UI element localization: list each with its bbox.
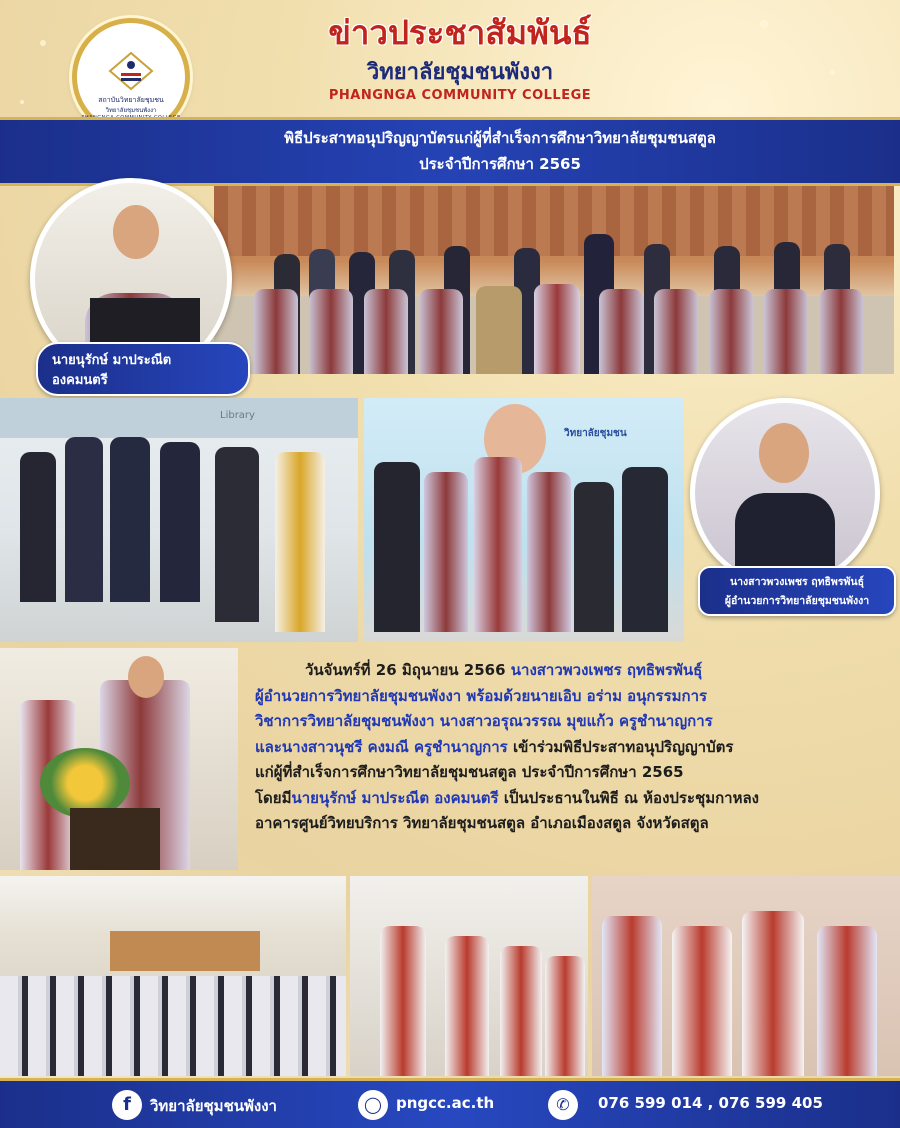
chairman-title: องคมนตรี xyxy=(52,373,108,388)
person xyxy=(215,447,259,622)
body-text: อาคารศูนย์วิทยบริการ วิทยาลัยชุมชนสตูล อำเภอเมืองสตูล จังหวัดสตูล xyxy=(255,814,709,832)
person xyxy=(275,452,325,632)
sparkle xyxy=(20,100,24,104)
body-line xyxy=(255,735,895,761)
person xyxy=(672,926,732,1076)
auditorium-photo xyxy=(0,876,346,1076)
stage xyxy=(110,931,260,971)
director-name: นางสาวพวงเพชร ฤทธิพรพันธุ์ xyxy=(729,576,865,588)
person xyxy=(817,926,877,1076)
person xyxy=(380,926,426,1076)
person xyxy=(445,936,489,1076)
phone-icon[interactable]: ✆ xyxy=(548,1090,578,1120)
person xyxy=(709,289,753,374)
ceiling xyxy=(0,398,358,438)
footer-bar xyxy=(0,1078,900,1128)
chairman-name: นายนุรักษ์ มาประณีต xyxy=(52,353,172,368)
logo-emblem-icon xyxy=(108,51,154,91)
page-title: ข่าวประชาสัมพันธ์ xyxy=(328,13,592,52)
person xyxy=(819,289,863,374)
facebook-link[interactable]: วิทยาลัยชุมชนพังงา xyxy=(150,1097,277,1115)
person xyxy=(424,472,468,632)
website-link[interactable]: pngcc.ac.th xyxy=(396,1094,495,1112)
headline-banner xyxy=(0,117,900,186)
backdrop-text: วิทยาลัยชุมชน xyxy=(564,428,627,439)
body-text: โดยมี xyxy=(255,788,292,807)
phone-numbers[interactable]: 076 599 014 , 076 599 405 xyxy=(598,1094,823,1112)
person xyxy=(419,289,463,374)
person xyxy=(500,946,542,1076)
person xyxy=(364,289,408,374)
head xyxy=(128,656,164,698)
globe-icon[interactable]: ◯ xyxy=(358,1090,388,1120)
news-body xyxy=(255,658,895,837)
body-line xyxy=(255,709,895,735)
body-text: แก่ผู้ที่สำเร็จการศึกษาวิทยาลัยชุมชนสตูล ประจำปีการศึกษา 2565 xyxy=(255,763,684,781)
person xyxy=(110,437,150,602)
person xyxy=(742,911,804,1076)
college-name-en: PHANGNGA COMMUNITY COLLEGE xyxy=(328,88,592,103)
director-title: ผู้อำนวยการวิทยาลัยชุมชนพังงา xyxy=(724,595,870,607)
person xyxy=(599,289,643,374)
body-text: วันจันทร์ที่ 26 มิถุนายน 2566 xyxy=(305,661,511,679)
backdrop-photo xyxy=(364,398,684,642)
body-highlight: ผู้อำนวยการวิทยาลัยชุมชนพังงา พร้อมด้วยนายเอิบ อร่าม อนุกรรมการ xyxy=(255,686,708,705)
headline-line-1: พิธีประสาทอนุปริญญาบัตรแก่ผู้ที่สำเร็จการศึกษาวิทยาลัยชุมชนสตูล xyxy=(284,129,716,147)
logo-text: วิทยาลัยชุมชนพังงา xyxy=(105,107,157,114)
graduates-photo xyxy=(350,876,588,1076)
podium xyxy=(70,808,160,870)
person xyxy=(476,286,522,374)
director-caption xyxy=(698,566,896,616)
library-sign: Library xyxy=(220,410,255,421)
person xyxy=(527,472,571,632)
person xyxy=(20,452,56,602)
person xyxy=(545,956,585,1076)
person xyxy=(764,289,808,374)
person xyxy=(160,442,200,602)
person xyxy=(534,284,580,374)
headline-line-2: ประจำปีการศึกษา 2565 xyxy=(419,155,581,173)
library-photo xyxy=(0,398,358,642)
body-line xyxy=(255,811,895,837)
body-text: เป็นประธานในพิธี ณ ห้องประชุมกาหลง xyxy=(498,788,759,807)
body-line xyxy=(255,684,895,710)
group-photo xyxy=(214,186,894,374)
college-name-th: วิทยาลัยชุมชนพังงา xyxy=(366,60,554,85)
body-line xyxy=(255,786,895,812)
body-highlight: และนางสาวนุชรี คงมณี ครูชำนาญการ xyxy=(255,737,508,756)
person xyxy=(65,437,103,602)
person xyxy=(574,482,614,632)
sparkle xyxy=(760,20,768,28)
logo-text: สถาบันวิทยาลัยชุมชน xyxy=(98,96,164,104)
sparkle xyxy=(40,40,46,46)
director-portrait xyxy=(690,398,880,588)
person xyxy=(622,467,668,632)
head xyxy=(113,205,159,259)
person xyxy=(309,289,353,374)
sparkle xyxy=(830,70,835,75)
person xyxy=(654,289,698,374)
body-highlight: นายนุรักษ์ มาประณีต องคมนตรี xyxy=(291,788,499,807)
body-line xyxy=(255,760,895,786)
body-highlight: นางสาวพวงเพชร ฤทธิพรพันธุ์ xyxy=(510,661,703,679)
graduates-closeup-photo xyxy=(592,876,900,1076)
body-text: เข้าร่วมพิธีประสาทอนุปริญญาบัตร xyxy=(507,737,734,756)
person xyxy=(374,462,420,632)
body-highlight: วิชาการวิทยาลัยชุมชนพังงา นางสาวอรุณวรรณ มุขแก้ว ครูชำนาญการ xyxy=(255,712,713,730)
head xyxy=(759,423,809,483)
person xyxy=(474,457,522,632)
body-line xyxy=(255,658,895,684)
chairman-caption xyxy=(36,342,250,396)
audience xyxy=(0,976,346,1076)
podium-photo xyxy=(0,648,238,870)
facebook-icon[interactable]: f xyxy=(112,1090,142,1120)
person xyxy=(254,289,298,374)
person xyxy=(602,916,662,1076)
